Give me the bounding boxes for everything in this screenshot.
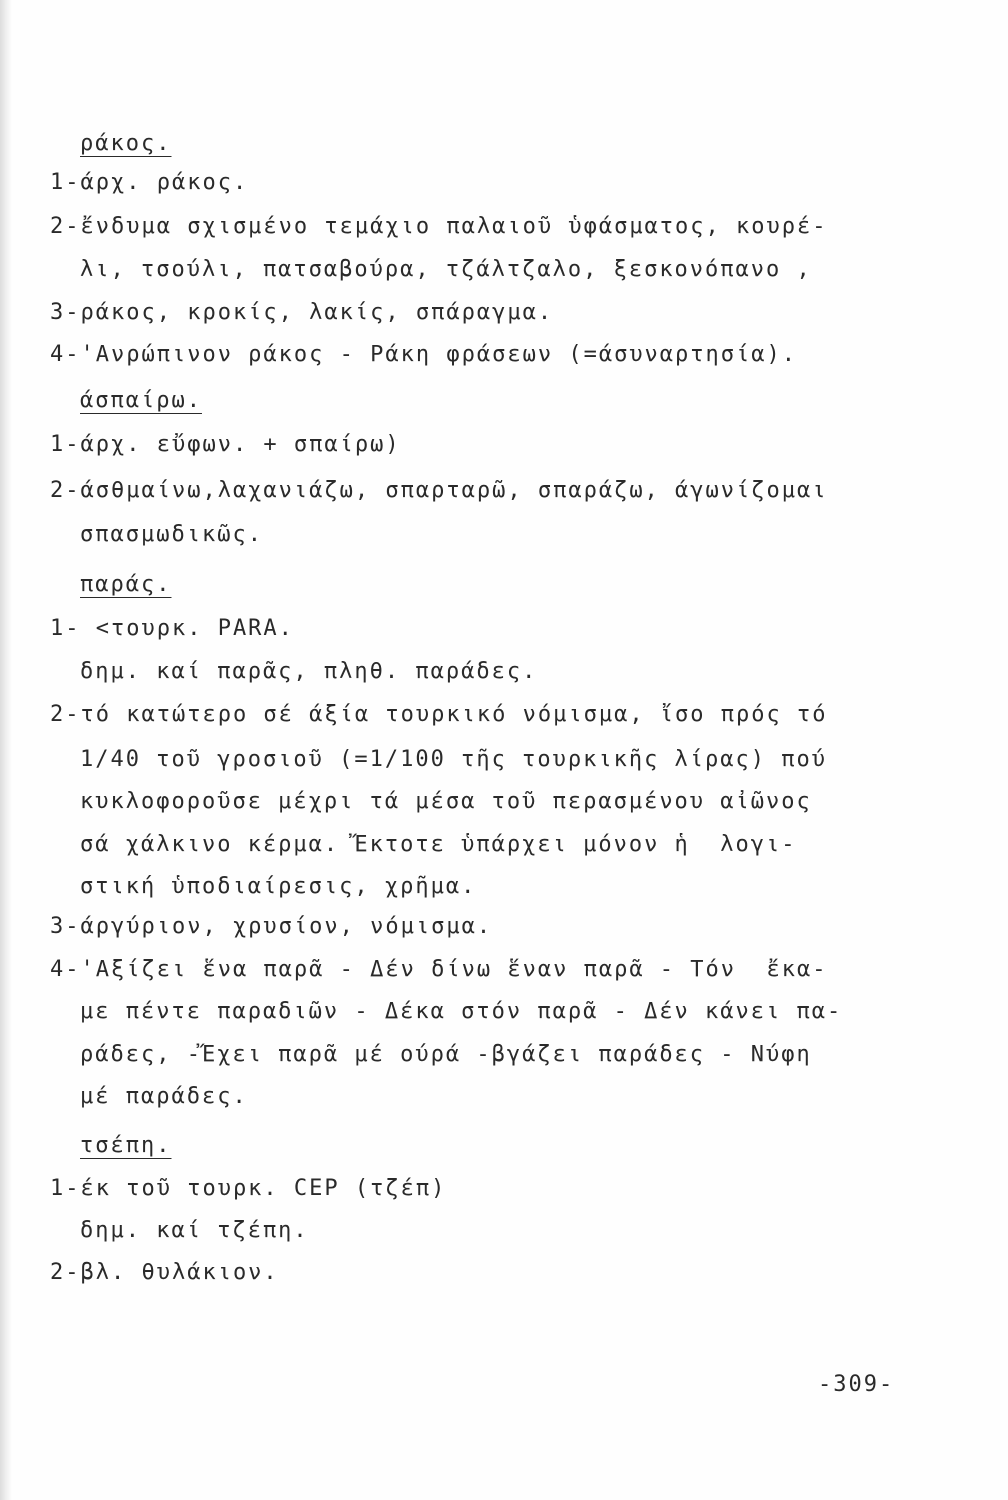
entry-line: 3-άργύριον, χρυσίον, νόμισμα.: [50, 914, 493, 939]
entry-line: 2-ἔνδυμα σχισμένο τεμάχιο παλαιοῦ ὑφάσματος, κουρέ-: [50, 214, 828, 239]
entry-line: 3-ράκος, κροκίς, λακίς, σπάραγμα.: [50, 300, 554, 325]
entry-line: δημ. καί παρᾶς, πληθ. παράδες.: [80, 659, 538, 684]
entry-line: 2-τό κατώτερο σέ άξία τουρκικό νόμισμα, ἴσο πρός τό: [50, 702, 828, 727]
entry-line: λι, τσούλι, πατσαβούρα, τζάλτζαλο, ξεσκονόπανο ,: [80, 257, 812, 282]
entry-line: κυκλοφοροῦσε μέχρι τά μέσα τοῦ περασμένου αἰῶνος: [80, 789, 812, 814]
entry-line: 4-'Αξίζει ἕνα παρᾶ - Δέν δίνω ἕναν παρᾶ - Τόν ἔκα-: [50, 957, 828, 982]
entry-line: 1-έκ τοῦ τουρκ. CEP (τζέπ): [50, 1176, 447, 1201]
entry-line: 1- <τουρκ. PARA.: [50, 616, 294, 641]
entry-line: σά χάλκινο κέρμα. Ἔκτοτε ὑπάρχει μόνον ἡ λογι-: [80, 832, 797, 857]
entry-line: 1-άρχ. εὔφων. + σπαίρω): [50, 432, 401, 457]
entry-line: 2-άσθμαίνω,λαχανιάζω, σπαρταρῶ, σπαράζω, άγωνίζομαι: [50, 478, 828, 503]
page-number: -309-: [818, 1372, 895, 1397]
entry-line: μέ παράδες.: [80, 1084, 248, 1109]
entry-line: ράδες, -Ἔχει παρᾶ μέ ούρά -βγάζει παράδες - Νύφη: [80, 1042, 812, 1067]
entry-line: σπασμωδικῶς.: [80, 522, 263, 547]
entry-line: στική ὑποδιαίρεσις, χρῆμα.: [80, 874, 477, 899]
entry-line: 1-άρχ. ράκος.: [50, 170, 249, 195]
entry-line: 4-'Ανρώπινον ράκος - Ράκη φράσεων (=άσυναρτησία).: [50, 342, 798, 367]
entry-title-aspairo: άσπαίρω.: [80, 388, 202, 413]
entry-title-rakos: ράκος.: [80, 131, 172, 156]
page-binding-edge: [0, 0, 12, 1500]
entry-line: με πέντε παραδιῶν - Δέκα στόν παρᾶ - Δέν κάνει πα-: [80, 999, 843, 1024]
entry-title-tsepi: τσέπη.: [80, 1133, 172, 1158]
entry-line: 1/40 τοῦ γροσιοῦ (=1/100 τῆς τουρκικῆς λίρας) πού: [80, 747, 828, 772]
entry-title-paras: παράς.: [80, 572, 172, 597]
entry-line: 2-βλ. θυλάκιον.: [50, 1260, 279, 1285]
entry-line: δημ. καί τζέπη.: [80, 1218, 309, 1243]
